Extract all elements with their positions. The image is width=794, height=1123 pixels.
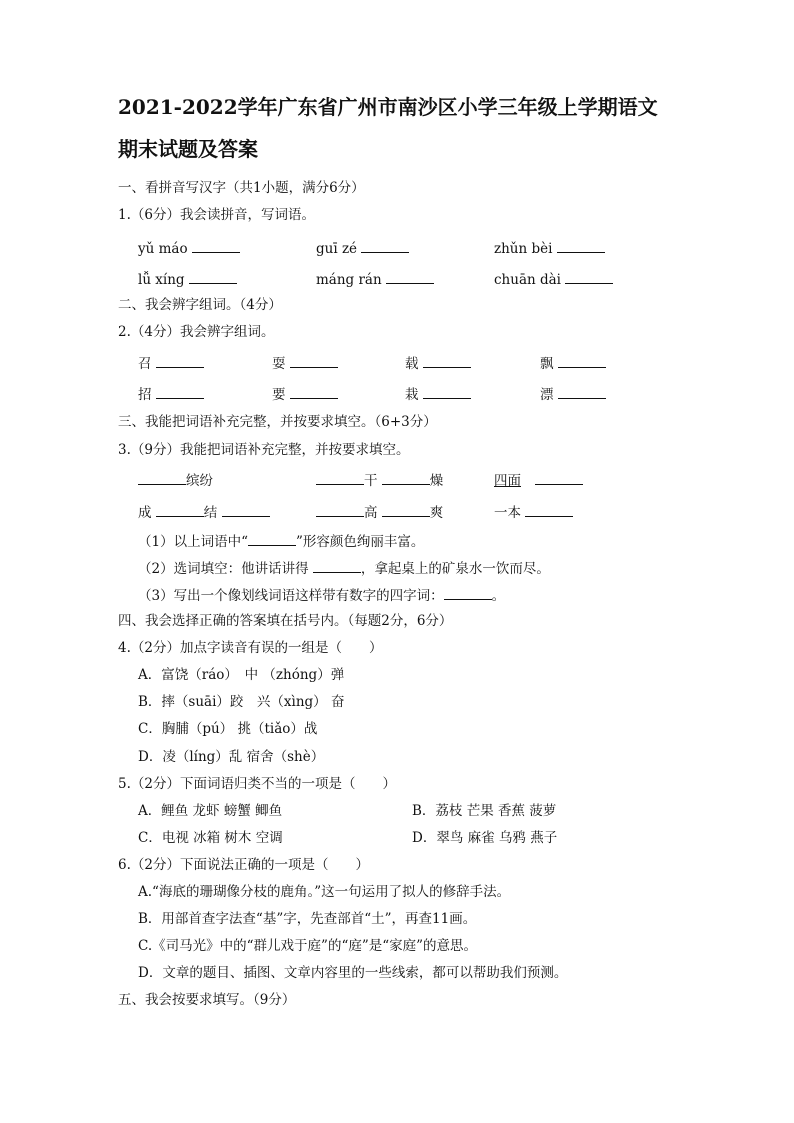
option: B．荔枝 芒果 香蕉 菠萝 — [412, 803, 557, 819]
question-2: 2.（4分）我会辨字组词。 — [118, 324, 275, 340]
option: C．胸脯（pú） 挑（tiǎo）战 — [138, 721, 318, 737]
idiom-item: 四面 — [494, 470, 583, 490]
option: D．文章的题目、插图、文章内容里的一些线索，都可以帮助我们预测。 — [138, 965, 568, 981]
question-5: 5.（2分）下面词语归类不当的一项是（ ） — [118, 776, 396, 792]
option: C．电视 冰箱 树木 空调 — [138, 830, 283, 846]
question-4: 4.（2分）加点字读音有误的一组是（ ） — [118, 640, 383, 656]
option: A．鲤鱼 龙虾 螃蟹 鲫鱼 — [138, 803, 283, 819]
char-item: 招 — [138, 384, 204, 404]
char-item: 耍 — [272, 353, 338, 373]
option: A.“海底的珊瑚像分枝的鹿角。”这一句运用了拟人的修辞手法。 — [138, 884, 511, 900]
option: C.《司马光》中的“群儿戏于庭”的“庭”是“家庭”的意思。 — [138, 938, 478, 954]
pinyin-item: máng rán — [316, 269, 434, 289]
section-4-heading: 四、我会选择正确的答案填在括号内。（每题2分，6分） — [118, 613, 453, 629]
idiom-item: 干 燥 — [316, 470, 443, 490]
section-3-heading: 三、我能把词语补充完整，并按要求填空。（6+3分） — [118, 414, 437, 430]
char-item: 要 — [272, 384, 338, 404]
title-line-2: 期末试题及答案 — [118, 137, 258, 161]
idiom-item: 一本 — [494, 502, 573, 522]
question-3: 3.（9分）我能把词语补充完整，并按要求填空。 — [118, 442, 410, 458]
pinyin-item: chuān dài — [494, 269, 613, 289]
char-item: 召 — [138, 353, 204, 373]
section-1-heading: 一、看拼音写汉字（共1小题，满分6分） — [118, 180, 365, 196]
pinyin-item: yǔ máo — [138, 238, 240, 258]
pinyin-item: guī zé — [316, 238, 409, 258]
pinyin-item: zhǔn bèi — [494, 238, 605, 258]
option: A．富饶（ráo） 中 （zhóng）弹 — [138, 667, 345, 683]
idiom-item: 缤纷 — [138, 470, 213, 490]
char-item: 栽 — [405, 384, 471, 404]
pinyin-item: lǚ xíng — [138, 269, 237, 289]
question-3-2: （2）选词填空：他讲话讲得 ，拿起桌上的矿泉水一饮而尽。 — [138, 558, 550, 578]
idiom-item: 成 结 — [138, 502, 270, 522]
question-6: 6.（2分）下面说法正确的一项是（ ） — [118, 857, 369, 873]
option: B．摔（suāi）跤 兴（xìng） 奋 — [138, 694, 345, 710]
question-3-3: （3）写出一个像划线词语这样带有数字的四字词： 。 — [138, 585, 505, 605]
section-5-heading: 五、我会按要求填写。（9分） — [118, 992, 296, 1008]
title-line-1: 2021-2022学年广东省广州市南沙区小学三年级上学期语文 — [118, 95, 658, 119]
char-item: 漂 — [540, 384, 606, 404]
question-3-1: （1）以上词语中“ ”形容颜色绚丽丰富。 — [138, 531, 424, 551]
option: B．用部首查字法查“基”字，先查部首“土”，再查11画。 — [138, 911, 477, 927]
char-item: 飘 — [540, 353, 606, 373]
option: D．凌（líng）乱 宿舍（shè） — [138, 749, 325, 765]
idiom-item: 高 爽 — [316, 502, 443, 522]
char-item: 载 — [405, 353, 471, 373]
option: D．翠鸟 麻雀 乌鸦 燕子 — [412, 830, 558, 846]
section-2-heading: 二、我会辨字组词。（4分） — [118, 297, 282, 313]
question-1: 1.（6分）我会读拼音，写词语。 — [118, 207, 315, 223]
